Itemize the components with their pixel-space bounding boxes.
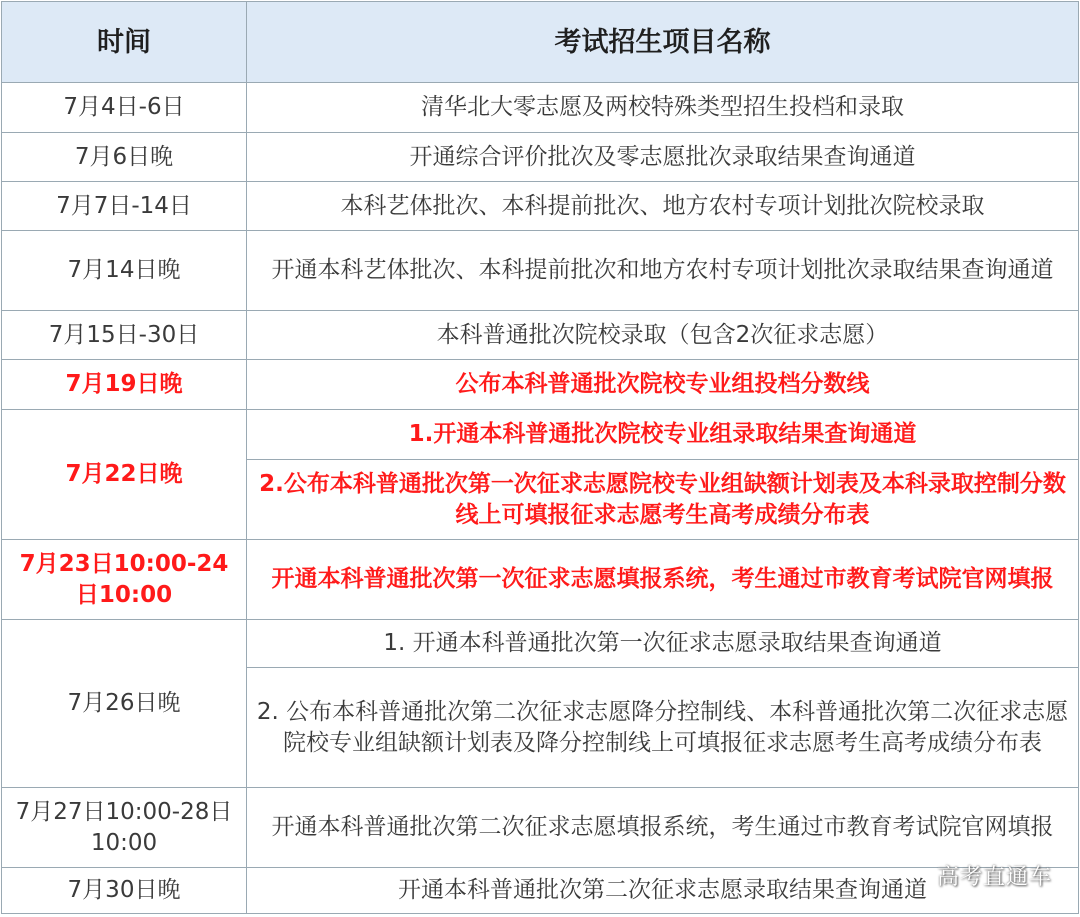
time-cell: 7月7日-14日 — [2, 182, 247, 231]
time-cell: 7月27日10:00-28日10:00 — [2, 788, 247, 868]
table-row — [2, 620, 1079, 668]
time-cell: 7月22日晚 — [2, 410, 247, 540]
project-cell: 本科艺体批次、本科提前批次、地方农村专项计划批次院校录取 — [247, 182, 1079, 231]
project-cell: 开通本科普通批次第一次征求志愿填报系统，考生通过市教育考试院官网填报 — [247, 540, 1079, 620]
time-cell: 7月15日-30日 — [2, 311, 247, 360]
project-cell: 开通本科艺体批次、本科提前批次和地方农村专项计划批次录取结果查询通道 — [247, 231, 1079, 311]
time-cell: 7月14日晚 — [2, 231, 247, 311]
time-cell: 7月6日晚 — [2, 133, 247, 182]
watermark: 高考直通车 — [936, 865, 1052, 890]
table-row — [2, 868, 1079, 914]
table-row — [2, 133, 1079, 182]
table-row — [2, 360, 1079, 410]
time-cell: 7月19日晚 — [2, 360, 247, 410]
table-row — [2, 231, 1079, 311]
time-cell: 7月26日晚 — [2, 620, 247, 788]
project-cell: 2. 公布本科普通批次第二次征求志愿降分控制线、本科普通批次第二次征求志愿院校专业组缺额计划表及降分控制线上可填报征求志愿考生高考成绩分布表 — [247, 668, 1079, 788]
project-cell: 开通本科普通批次第二次征求志愿录取结果查询通道 — [247, 868, 1079, 914]
header-time: 时间 — [2, 2, 247, 83]
table-row — [2, 540, 1079, 620]
table-row — [2, 410, 1079, 460]
project-cell: 1.开通本科普通批次院校专业组录取结果查询通道 — [247, 410, 1079, 460]
table-row — [2, 788, 1079, 868]
table-row — [2, 311, 1079, 360]
table-row — [2, 83, 1079, 133]
admission-schedule-table — [1, 1, 1079, 914]
project-cell: 2.公布本科普通批次第一次征求志愿院校专业组缺额计划表及本科录取控制分数线上可填报征求志愿考生高考成绩分布表 — [247, 460, 1079, 540]
header-row — [2, 2, 1079, 83]
project-cell: 开通综合评价批次及零志愿批次录取结果查询通道 — [247, 133, 1079, 182]
table-row — [2, 182, 1079, 231]
project-cell: 本科普通批次院校录取（包含2次征求志愿） — [247, 311, 1079, 360]
time-cell: 7月4日-6日 — [2, 83, 247, 133]
header-project: 考试招生项目名称 — [247, 2, 1079, 83]
time-cell: 7月30日晚 — [2, 868, 247, 914]
project-cell: 开通本科普通批次第二次征求志愿填报系统，考生通过市教育考试院官网填报 — [247, 788, 1079, 868]
project-cell: 1. 开通本科普通批次第一次征求志愿录取结果查询通道 — [247, 620, 1079, 668]
project-cell: 公布本科普通批次院校专业组投档分数线 — [247, 360, 1079, 410]
project-cell: 清华北大零志愿及两校特殊类型招生投档和录取 — [247, 83, 1079, 133]
time-cell: 7月23日10:00-24日10:00 — [2, 540, 247, 620]
